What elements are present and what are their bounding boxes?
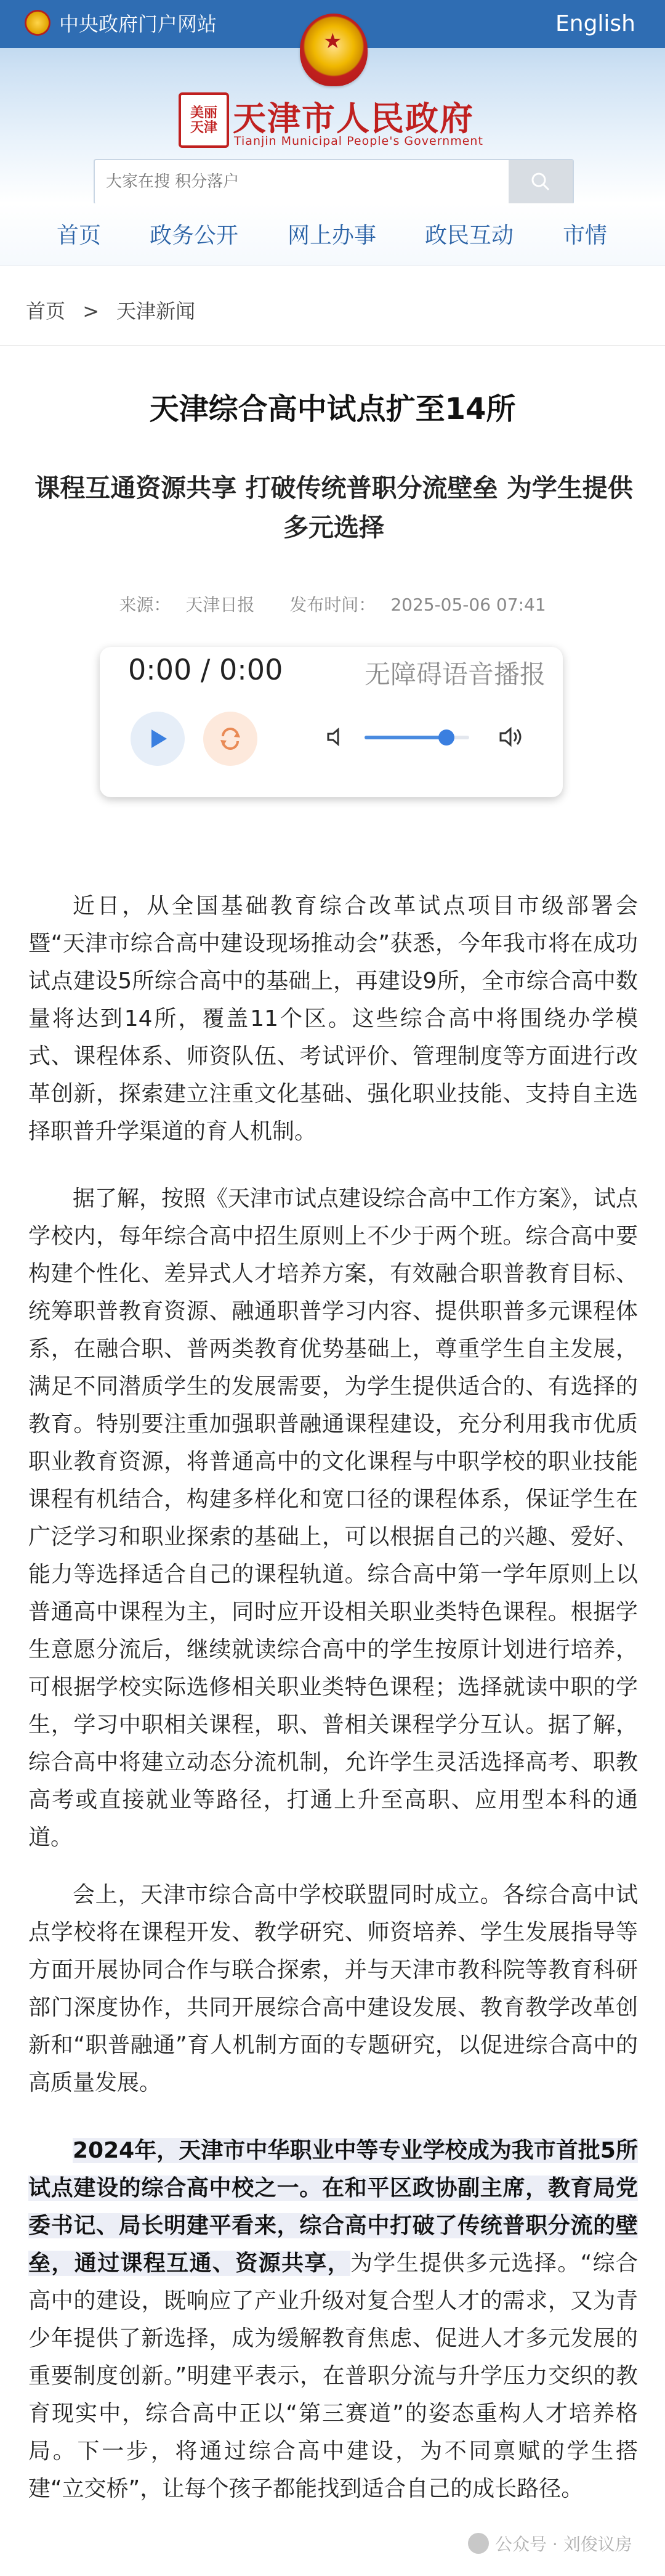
accessibility-audio-label: 无障碍语音播报: [364, 659, 546, 689]
play-icon: [145, 726, 170, 751]
search-button[interactable]: [509, 160, 573, 203]
search-input[interactable]: [105, 169, 501, 195]
paragraph-4-bold-lead: 2024年，天津市中华职业中等专业学校成为我市首批5所试点建设的综合高中校之一。在和平区政协副主席，教育局党委书记、局长明建平看来，综合高中打破了传统普职分流的壁垒，通过课程互通、资源共享，: [28, 2138, 638, 2276]
article-paragraph-2: 据了解，按照《天津市试点建设综合高中工作方案》，试点学校内，每年综合高中招生原则上不少于两个班。综合高中要构建个性化、差异式人才培养方案，有效融合职普教育目标、统筹职普教育资源、融通职普学习内容、提供职普多元课程体系，在融合职、普两类教育优势基础上，尊重学生自主发展，满足不同潜质学生的发展需要，为学生提供适合的、有选择的教育。特别要注重加强职普融通课程建设，充分利用我市优质职业教育资源，将普通高中的文化课程与中职学校的职业技能课程有机结合，构建多样化和宽口径的课程体系，保证学生在广泛学习和职业探索的基础上，可以根据自己的兴趣、爱好、能力等选择适合自己的课程轨道。综合高中第一学年原则上以普通高中课程为主，同时应开设相关职业类特色课程。根据学生意愿分流后，继续就读综合高中的学生按原计划进行培养，可根据学校实际选修相关职业类特色课程；选择就读中职的学生，学习中职相关课程，职、普相关课程学分互认。据了解，综合高中将建立动态分流机制，允许学生灵活选择高考、职教高考或直接就业等路径，打通上升至高职、应用型本科的通道。: [28, 1186, 639, 1850]
breadcrumb: [26, 296, 206, 324]
article-title: 天津综合高中试点扩至14所: [149, 392, 516, 426]
article-paragraph-4: [28, 2132, 638, 2508]
volume-slider-knob[interactable]: [438, 729, 454, 746]
paragraph-4-rest: 为学生提供多元选择。“综合高中的建设，既响应了产业升级对复合型人才的需求，又为青少年提供了新选择，成为缓解教育焦虑、促进人才多元发展的重要制度创新。”明建平表示，在普职分流与升学压力交织的教育现实中，综合高中正以“第三赛道”的姿态重构人才培养格局。下一步，将通过综合高中建设，为不同禀赋的学生搭建“立交桥”，让每个孩子都能找到适合自己的成长路径。: [28, 2251, 638, 2501]
site-logo-title[interactable]: 天津市人民政府: [233, 99, 474, 138]
national-emblem-icon: [25, 10, 50, 36]
breadcrumb-home[interactable]: 首页: [26, 299, 66, 323]
breadcrumb-section[interactable]: 天津新闻: [116, 299, 196, 323]
volume-slider[interactable]: [365, 736, 469, 739]
source-label: 来源：: [119, 595, 171, 615]
english-link[interactable]: English: [555, 11, 635, 36]
watermark-text: 公众号 · 刘俊议房: [495, 2534, 632, 2554]
search-icon: [530, 171, 552, 193]
nav-item-online-services[interactable]: 网上办事: [288, 223, 377, 248]
wechat-icon: [468, 2533, 489, 2554]
volume-low-icon[interactable]: [324, 725, 349, 752]
source-value: 天津日报: [185, 595, 255, 615]
state-emblem-icon: ★: [300, 14, 368, 86]
central-gov-label: 中央政府门户网站: [59, 12, 217, 36]
breadcrumb-separator: >: [83, 299, 99, 323]
watermark: [468, 2531, 632, 2556]
volume-high-icon[interactable]: [497, 722, 526, 754]
audio-player: [100, 647, 563, 797]
nav-item-interaction[interactable]: 政民互动: [425, 223, 514, 248]
divider: [0, 345, 665, 346]
nav-item-home[interactable]: 首页: [57, 223, 102, 248]
published-label: 发布时间：: [289, 595, 376, 615]
nav-item-gov-affairs[interactable]: 政务公开: [150, 223, 239, 248]
article-subtitle: 课程互通资源共享 打破传统普职分流壁垒 为学生提供多元选择: [34, 473, 633, 542]
search-bar: [94, 159, 574, 205]
loop-button[interactable]: [203, 712, 257, 766]
loop-icon: [216, 724, 245, 754]
beautiful-tianjin-seal-logo: 美丽天津: [179, 92, 229, 148]
article-paragraph-3: 会上，天津市综合高中学校联盟同时成立。各综合高中试点学校将在课程开发、教学研究、师资培养、学生发展指导等方面开展协同合作与联合探索，并与天津市教科院等教育科研部门深度协作，共同开展综合高中建设发展、教育教学改革创新和“职普融通”育人机制方面的专题研究，以促进综合高中的高质量发展。: [28, 1882, 638, 2095]
article-meta: [0, 591, 665, 616]
volume-slider-fill: [365, 736, 446, 739]
central-gov-link[interactable]: [25, 9, 217, 37]
site-logo-subtitle: Tianjin Municipal People's Government: [234, 134, 483, 148]
article-paragraph-1: 近日，从全国基础教育综合改革试点项目市级部署会暨“天津市综合高中建设现场推动会”获悉，今年我市将在成功试点建设5所综合高中的基础上，再建设9所，全市综合高中数量将达到14所，覆盖11个区。这些综合高中将围绕办学模式、课程体系、师资队伍、考试评价、管理制度等方面进行改革创新，探索建立注重文化基础、强化职业技能、支持自主选择职普升学渠道的育人机制。: [28, 893, 638, 1144]
playback-time: 0:00 / 0:00: [128, 653, 283, 686]
main-nav: [0, 203, 665, 266]
nav-item-city-info[interactable]: 市情: [563, 223, 608, 248]
published-value: 2025-05-06 07:41: [390, 595, 546, 615]
play-button[interactable]: [131, 712, 185, 766]
